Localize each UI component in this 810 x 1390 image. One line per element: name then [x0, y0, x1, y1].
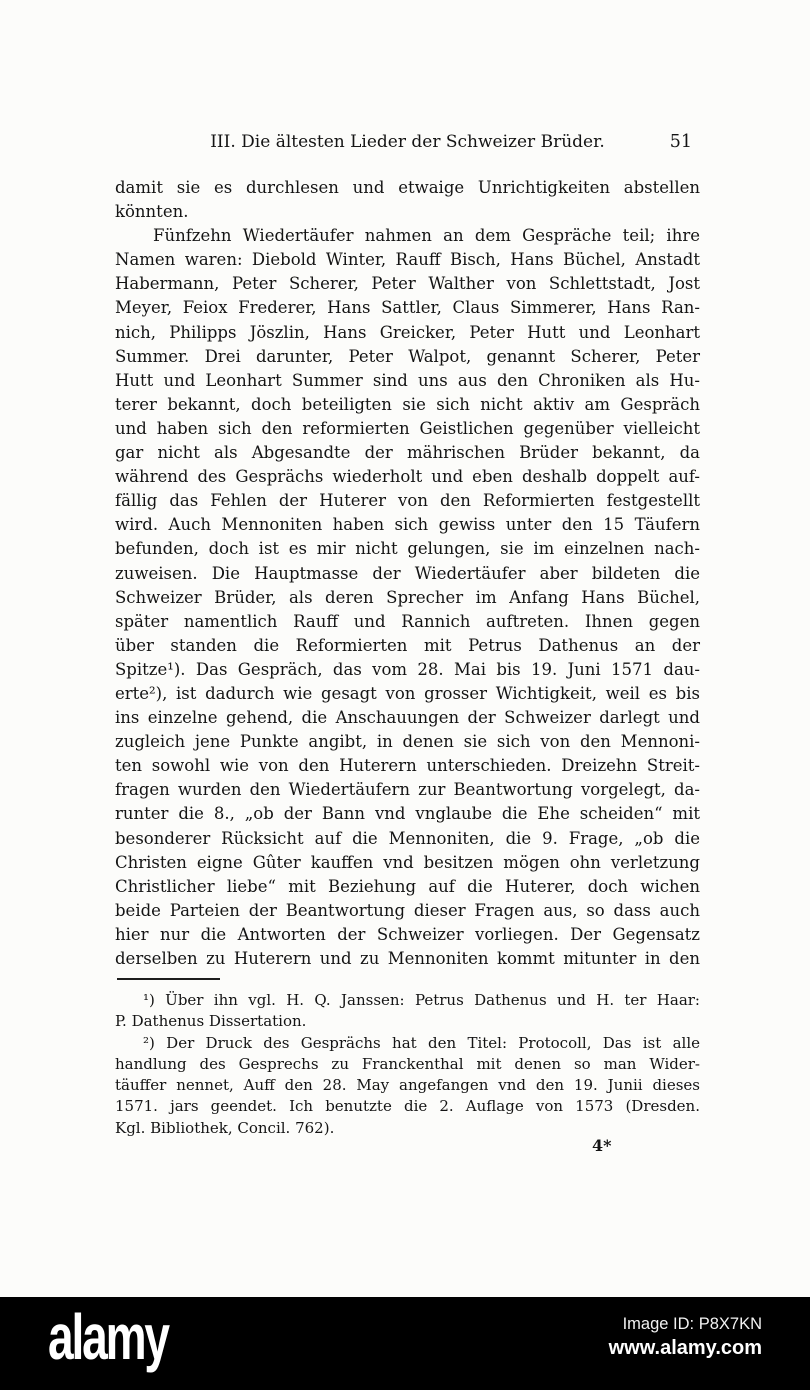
body-text-line: erte²), ist dadurch wie gesagt von grosser Wichtigkeit, weil es bis [115, 683, 700, 703]
body-text-line: befunden, doch ist es mir nicht gelungen, sie im einzelnen nach- [115, 539, 700, 559]
body-text-line: fällig das Fehlen der Huterer von den Reformierten festgestellt [115, 491, 700, 511]
body-text-line: Hutt und Leonhart Summer sind uns aus den Chroniken als Hu- [115, 370, 700, 390]
body-text-line: später namentlich Rauff und Rannich auftreten. Ihnen gegen [115, 611, 700, 631]
body-text-line: Meyer, Feiox Frederer, Hans Sattler, Claus Simmerer, Hans Ran- [115, 298, 700, 318]
running-head [115, 130, 700, 154]
body-text-line: ten sowohl wie von den Huterern unterschieden. Dreizehn Streit- [115, 756, 700, 776]
body-text-line: Habermann, Peter Scherer, Peter Walther von Schlettstadt, Jost [115, 274, 700, 294]
alamy-url-text: www.alamy.com [608, 1337, 762, 1359]
footnote-line: Kgl. Bibliothek, Concil. 762). [115, 1118, 335, 1137]
footnotes [115, 990, 700, 1139]
body-text-line: zuweisen. Die Hauptmasse der Wiedertäufer aber bildeten die [115, 563, 700, 583]
chapter-title: III. Die ältesten Lieder der Schweizer Brüder. [210, 132, 605, 152]
body-text-line: Fünfzehn Wiedertäufer nahmen an dem Gespräche teil; ihre [153, 226, 700, 246]
body-text [115, 176, 700, 971]
body-text-line: Schweizer Brüder, als deren Sprecher im Anfang Hans Büchel, [115, 587, 700, 607]
body-text-line: könnten. [115, 202, 189, 222]
body-text-line: wird. Auch Mennoniten haben sich gewiss unter den 15 Täufern [115, 515, 700, 535]
body-text-line: fragen wurden den Wiedertäufern zur Beantwortung vorgelegt, da- [115, 780, 700, 800]
body-text-line: ins einzelne gehend, die Anschauungen der Schweizer darlegt und [115, 708, 700, 728]
body-text-line: hier nur die Antworten der Schweizer vorliegen. Der Gegensatz [115, 924, 700, 944]
body-text-line: und haben sich den reformierten Geistlichen gegenüber vielleicht [115, 418, 700, 438]
body-text-line: Spitze¹). Das Gespräch, das vom 28. Mai bis 19. Juni 1571 dau- [115, 659, 700, 679]
page-number: 51 [669, 132, 692, 152]
body-text-line: während des Gesprächs wiederholt und eben deshalb doppelt auf- [115, 467, 700, 487]
footnote-line: ²) Der Druck des Gesprächs hat den Titel: Protocoll, Das ist alle [143, 1033, 700, 1052]
body-text-line: gar nicht als Abgesandte der mährischen Brüder bekannt, da [115, 443, 700, 463]
body-text-line: Summer. Drei darunter, Peter Walpot, genannt Scherer, Peter [115, 346, 700, 366]
body-text-line: beide Parteien der Beantwortung dieser Fragen aus, so dass auch [115, 900, 700, 920]
footnote-line: 1571. jars geendet. Ich benutzte die 2. Auflage von 1573 (Dresden. [115, 1097, 700, 1116]
image-id-text: Image ID: P8X7KN [622, 1315, 762, 1333]
alamy-watermark-bar [0, 1297, 810, 1390]
footnote-line: handlung des Gesprechs zu Franckenthal mit denen so man Wider- [115, 1054, 700, 1073]
alamy-logo: alamy [48, 1301, 168, 1373]
footnote-line: P. Dathenus Dissertation. [115, 1012, 307, 1031]
footnote-line: ¹) Über ihn vgl. H. Q. Janssen: Petrus Dathenus und H. ter Haar: [143, 991, 700, 1009]
body-text-line: besonderer Rücksicht auf die Mennoniten, die 9. Frage, „ob die [115, 828, 700, 848]
body-text-line: damit sie es durchlesen und etwaige Unrichtigkeiten abstellen [115, 178, 700, 197]
footnote-separator-rule [117, 978, 220, 980]
body-text-line: nich, Philipps Jöszlin, Hans Greicker, Peter Hutt und Leonhart [115, 322, 700, 342]
body-text-line: derselben zu Huterern und zu Mennoniten kommt mitunter in den [115, 949, 700, 968]
body-text-line: zugleich jene Punkte angibt, in denen sie sich von den Mennoni- [115, 732, 700, 752]
footnote-line: täuffer nennet, Auff den 28. May angefangen vnd den 19. Junii dieses [115, 1076, 700, 1095]
body-text-line: über standen die Reformierten mit Petrus Dathenus an der [115, 635, 700, 655]
watermark-meta [609, 1313, 762, 1361]
body-text-line: runter die 8., „ob der Bann vnd vnglaube die Ehe scheiden“ mit [115, 804, 700, 824]
body-text-line: Namen waren: Diebold Winter, Rauff Bisch, Hans Büchel, Anstadt [115, 250, 700, 270]
body-text-line: Christlicher liebe“ mit Beziehung auf die Huterer, doch wichen [115, 876, 700, 896]
body-text-line: Christen eigne Gûter kauffen vnd besitzen mögen ohn verletzung [115, 852, 700, 872]
body-text-line: terer bekannt, doch beteiligten sie sich nicht aktiv am Gespräch [115, 394, 700, 414]
signature-mark: 4* [592, 1136, 612, 1155]
